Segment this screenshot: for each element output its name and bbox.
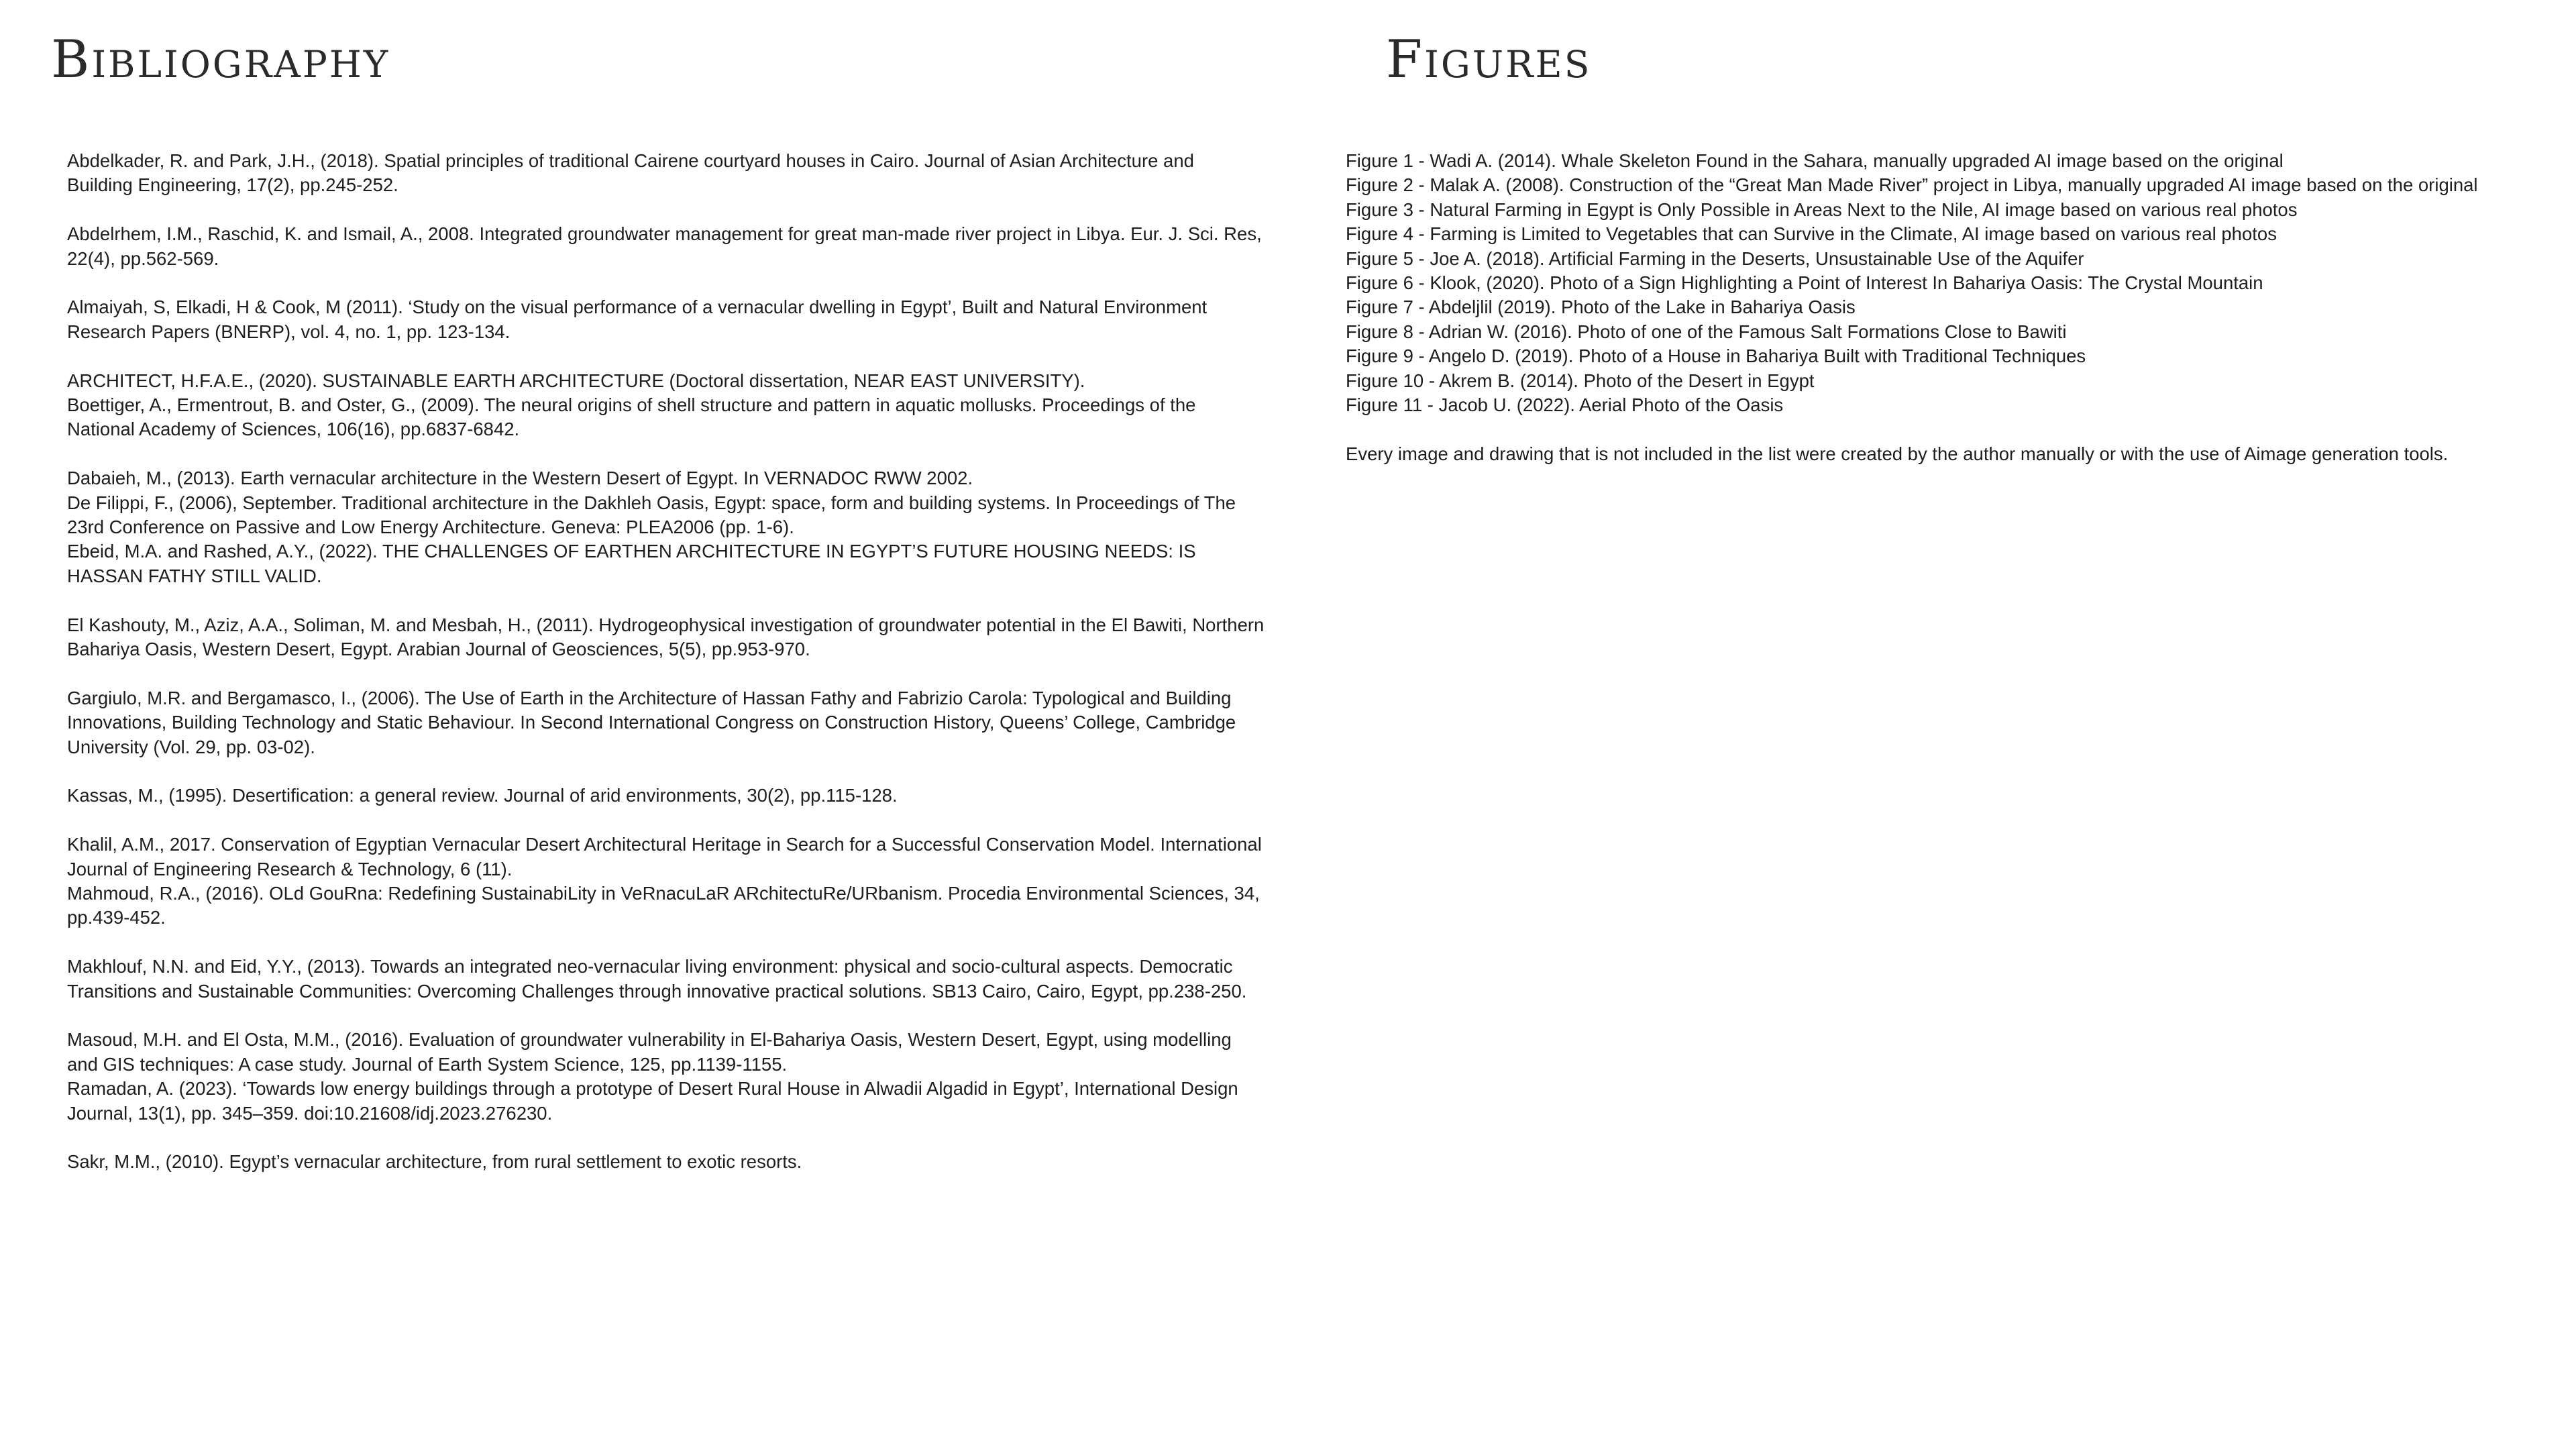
bibliography-entry: De Filippi, F., (2006), September. Traditional architecture in the Dakhleh Oasis, Egypt: space, form and building systems. In Proceedings of The 23rd Conference on Passive and Low Energy Architecture. Geneva: PLEA2006 (pp. 1-6). — [67, 492, 1236, 538]
bibliography-entry: Almaiyah, S, Elkadi, H & Cook, M (2011). ‘Study on the visual performance of a vernacular dwelling in Egypt’, Built and Natural Environment Research Papers (BNERP), vol. 4, no. 1, pp. 123-134. — [67, 297, 1208, 342]
bibliography-entry: Abdelrhem, I.M., Raschid, K. and Ismail, A., 2008. Integrated groundwater management for great man-made river project in Libya. Eur. J. Sci. Res, 22(4), pp.562-569. — [67, 223, 1262, 269]
entry-spacer — [67, 442, 1265, 466]
figure-caption: Figure 5 - Joe A. (2018). Artificial Farming in the Deserts, Unsustainable Use of the Aquifer — [1346, 248, 2084, 269]
entry-spacer — [67, 1126, 1265, 1150]
entry-spacer — [67, 1004, 1265, 1028]
entry-spacer — [67, 930, 1265, 955]
bibliography-heading: Bibliography — [51, 30, 390, 90]
figure-caption: Figure 7 - Abdeljlil (2019). Photo of the Lake in Bahariya Oasis — [1346, 297, 1856, 318]
bibliography-entry: Boettiger, A., Ermentrout, B. and Oster, G., (2009). The neural origins of shell structure and pattern in aquatic mollusks. Proceedings of the National Academy of Sciences, 106(16), pp.6837-6842. — [67, 394, 1196, 440]
figure-items — [1346, 149, 2560, 417]
figures-list — [1346, 149, 2560, 466]
bibliography-entry: Sakr, M.M., (2010). Egypt’s vernacular architecture, from rural settlement to exotic resorts. — [67, 1151, 802, 1173]
entry-spacer — [67, 588, 1265, 612]
entry-spacer — [67, 271, 1265, 295]
bibliography-entry: ARCHITECT, H.F.A.E., (2020). SUSTAINABLE EARTH ARCHITECTURE (Doctoral dissertation, NEAR EAST UNIVERSITY). — [67, 370, 1085, 391]
entry-spacer — [67, 661, 1265, 686]
bibliography-entry: Dabaieh, M., (2013). Earth vernacular architecture in the Western Desert of Egypt. In VERNADOC RWW 2002. — [67, 468, 973, 489]
figure-caption: Figure 8 - Adrian W. (2016). Photo of one of the Famous Salt Formations Close to Bawiti — [1346, 321, 2067, 342]
bibliography-entry: Masoud, M.H. and El Osta, M.M., (2016). Evaluation of groundwater vulnerability in El-Bahariya Oasis, Western Desert, Egypt, using modelling and GIS techniques: A case study. Journal of Earth System Science, 125, pp.1139-1155. — [67, 1029, 1232, 1075]
bibliography-entry: Kassas, M., (1995). Desertification: a general review. Journal of arid environments, 30(2), pp.115-128. — [67, 785, 898, 806]
entry-spacer — [67, 759, 1265, 784]
figure-caption: Figure 4 - Farming is Limited to Vegetables that can Survive in the Climate, AI image based on various real photos — [1346, 223, 2277, 245]
bibliography-entry: Makhlouf, N.N. and Eid, Y.Y., (2013). Towards an integrated neo-vernacular living environment: physical and socio-cultural aspects. Democratic Transitions and Sustainable Communities: Overcoming Challenges through innovative practical solutions. SB13 Cairo, Cairo, Egypt, pp.238-250. — [67, 956, 1247, 1002]
bibliography-entry: Gargiulo, M.R. and Bergamasco, I., (2006). The Use of Earth in the Architecture of Hassan Fathy and Fabrizio Carola: Typological and Building Innovations, Building Technology and Static Behaviour. In Second International Congress on Construction History, Queens’ College, Cambridge University (Vol. 29, pp. 03-02). — [67, 687, 1236, 757]
bibliography-entry: El Kashouty, M., Aziz, A.A., Soliman, M. and Mesbah, H., (2011). Hydrogeophysical investigation of groundwater potential in the El Bawiti, Northern Bahariya Oasis, Western Desert, Egypt. Arabian Journal of Geosciences, 5(5), pp.953-970. — [67, 614, 1265, 660]
bibliography-entry: Abdelkader, R. and Park, J.H., (2018). Spatial principles of traditional Cairene courtyard houses in Cairo. Journal of Asian Architecture and Building Engineering, 17(2), pp.245-252. — [67, 150, 1194, 196]
bibliography-entry: Khalil, A.M., 2017. Conservation of Egyptian Vernacular Desert Architectural Heritage in Search for a Successful Conservation Model. International Journal of Engineering Research & Technology, 6 (11). — [67, 834, 1262, 879]
figure-caption: Figure 1 - Wadi A. (2014). Whale Skeleton Found in the Sahara, manually upgraded AI image based on the original — [1346, 150, 2284, 171]
figure-caption: Figure 11 - Jacob U. (2022). Aerial Photo of the Oasis — [1346, 394, 1784, 416]
bibliography-list — [67, 149, 1265, 1175]
figure-caption: Figure 10 - Akrem B. (2014). Photo of the Desert in Egypt — [1346, 370, 1815, 391]
entry-spacer — [67, 198, 1265, 222]
bibliography-entry: Ebeid, M.A. and Rashed, A.Y., (2022). THE CHALLENGES OF EARTHEN ARCHITECTURE IN EGYPT’S FUTURE HOUSING NEEDS: IS HASSAN FATHY STILL VALID. — [67, 541, 1196, 586]
bibliography-entry: Mahmoud, R.A., (2016). OLd GouRna: Redefining SustainabiLity in VeRnacuLaR ARchitectuRe/URbanism. Procedia Environmental Sciences, 34, pp.439-452. — [67, 883, 1260, 928]
bibliography-entry: Ramadan, A. (2023). ‘Towards low energy buildings through a prototype of Desert Rural House in Alwadii Algadid in Egypt’, International Design Journal, 13(1), pp. 345–359. doi:10.21608/idj.2023.276230. — [67, 1078, 1238, 1124]
figures-note: Every image and drawing that is not included in the list were created by the author manually or with the use of Aimage generation tools. — [1346, 443, 2449, 464]
figure-caption: Figure 9 - Angelo D. (2019). Photo of a House in Bahariya Built with Traditional Techniques — [1346, 345, 2086, 367]
figure-caption: Figure 6 - Klook, (2020). Photo of a Sign Highlighting a Point of Interest In Bahariya Oasis: The Crystal Mountain — [1346, 272, 2263, 294]
entry-spacer — [67, 808, 1265, 833]
figures-heading: Figures — [1386, 30, 1592, 90]
figure-caption: Figure 2 - Malak A. (2008). Construction of the “Great Man Made River” project in Libya, manually upgraded AI image based on the original — [1346, 174, 2478, 196]
figure-caption: Figure 3 - Natural Farming in Egypt is Only Possible in Areas Next to the Nile, AI image based on various real photos — [1346, 199, 2298, 220]
entry-spacer — [67, 344, 1265, 368]
